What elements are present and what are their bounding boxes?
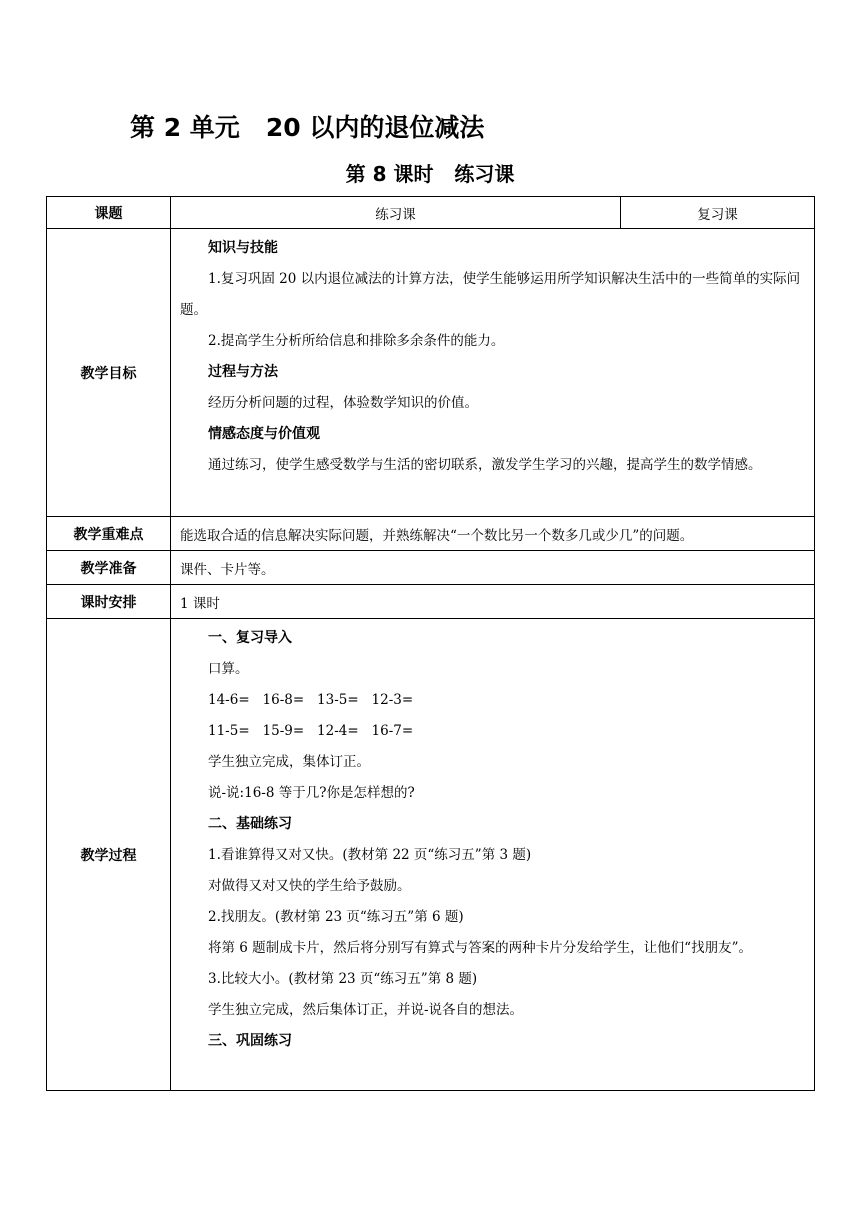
key-points-row (47, 517, 815, 551)
objectives-heading: 过程与方法 (208, 364, 278, 380)
process-paragraph: 3.比较大小。(教材第 23 页“练习五”第 8 题) (208, 971, 478, 987)
unit-title: 第 2 单元 20 以内的退位减法 (130, 113, 485, 142)
process-paragraph: 1.看谁算得又对又快。(教材第 22 页“练习五”第 3 题) (208, 847, 532, 863)
schedule-label: 课时安排 (47, 585, 171, 619)
process-heading: 三、巩固练习 (208, 1033, 292, 1049)
process-row (47, 619, 815, 1091)
process-paragraph: 将第 6 题制成卡片，然后将分别写有算式与答案的两种卡片分发给学生，让他们“找朋友”。 (208, 940, 752, 956)
process-heading: 一、复习导入 (208, 630, 292, 646)
topic-row (47, 197, 815, 229)
preparation-label: 教学准备 (47, 551, 171, 585)
lesson-plan-table (46, 196, 815, 1091)
objectives-content (171, 229, 815, 517)
process-paragraph: 学生独立完成，然后集体订正，并说-说各自的想法。 (208, 1002, 524, 1018)
key-points-label: 教学重难点 (47, 517, 171, 551)
schedule-row (47, 585, 815, 619)
process-content (171, 619, 815, 1091)
objectives-paragraph: 2.提高学生分析所给信息和排除多余条件的能力。 (208, 333, 505, 349)
topic-value: 练习课 (171, 197, 621, 229)
process-paragraph: 2.找朋友。(教材第 23 页“练习五”第 6 题) (208, 909, 464, 925)
objectives-label: 教学目标 (47, 229, 171, 517)
lesson-type: 复习课 (621, 197, 815, 229)
objectives-paragraph: 1.复习巩固 20 以内退位减法的计算方法，使学生能够运用所学知识解决生活中的一些简单的实际问题。 (180, 271, 801, 318)
process-paragraph: 对做得又对又快的学生给予鼓励。 (208, 878, 411, 894)
schedule-value: 1 课时 (171, 585, 815, 619)
preparation-row (47, 551, 815, 585)
key-points-value: 能选取合适的信息解决实际问题，并熟练解决“一个数比另一个数多几或少几”的问题。 (171, 517, 815, 551)
objectives-row (47, 229, 815, 517)
objectives-heading: 情感态度与价值观 (208, 426, 320, 442)
lesson-title: 第 8 课时 练习课 (345, 162, 515, 186)
objectives-heading: 知识与技能 (208, 240, 278, 256)
mental-math-row: 14-6= 16-8= 13-5= 12-3= (208, 692, 414, 708)
process-label: 教学过程 (47, 619, 171, 1091)
objectives-paragraph: 通过练习，使学生感受数学与生活的密切联系，激发学生学习的兴趣，提高学生的数学情感。 (208, 457, 762, 473)
process-heading: 二、基础练习 (208, 816, 292, 832)
process-paragraph: 口算。 (208, 661, 249, 677)
preparation-value: 课件、卡片等。 (171, 551, 815, 585)
process-paragraph: 说-说:16-8 等于几?你是怎样想的? (208, 785, 415, 801)
process-paragraph: 学生独立完成，集体订正。 (208, 754, 370, 770)
topic-label: 课题 (47, 197, 171, 229)
mental-math-row: 11-5= 15-9= 12-4= 16-7= (208, 723, 414, 739)
objectives-paragraph: 经历分析问题的过程，体验数学知识的价值。 (208, 395, 478, 411)
